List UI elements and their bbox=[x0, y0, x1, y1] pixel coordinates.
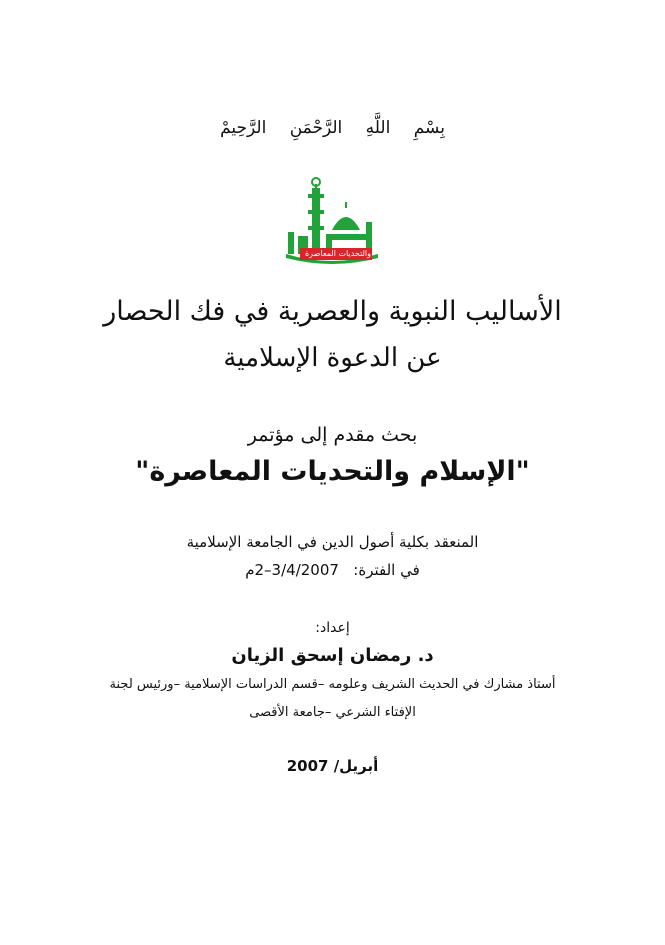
conference-name: "الإسلام والتحديات المعاصرة" bbox=[135, 456, 530, 487]
date-line bbox=[20, 757, 645, 775]
venue-line: المنعقد بكلية أصول الدين في الجامعة الإسلامية bbox=[186, 533, 479, 551]
date-year: 2007 bbox=[286, 757, 329, 775]
period-line bbox=[20, 561, 645, 579]
author-name: د. رمضان إسحق الزيان bbox=[231, 645, 434, 666]
prepared-by-label: إعداد: bbox=[315, 620, 350, 636]
logo-name bbox=[288, 226, 378, 227]
period-suffix: م bbox=[245, 561, 255, 579]
period-label: في الفترة: bbox=[353, 561, 420, 579]
research-intro: بحث مقدم إلى مؤتمر bbox=[247, 424, 418, 446]
affiliation-line-2: الإفتاء الشرعي –جامعة الأقصى bbox=[249, 705, 416, 720]
logo-subtitle: والتحديات المعاصرة bbox=[304, 249, 372, 258]
period-dates: 2–3/4/2007 bbox=[254, 561, 339, 579]
date-month: أبريل/ bbox=[333, 757, 379, 775]
title-line-1: الأساليب النبوية والعصرية في فك الحصار bbox=[103, 296, 562, 327]
basmala: بِسْمِ اللَّهِ الرَّحْمَنِ الرَّحِيمْ bbox=[220, 118, 445, 138]
title-line-2: عن الدعوة الإسلامية bbox=[223, 343, 442, 373]
affiliation-line-1: أستاذ مشارك في الحديث الشريف وعلومه –قسم الدراسات الإسلامية –ورئيس لجنة bbox=[109, 677, 556, 692]
